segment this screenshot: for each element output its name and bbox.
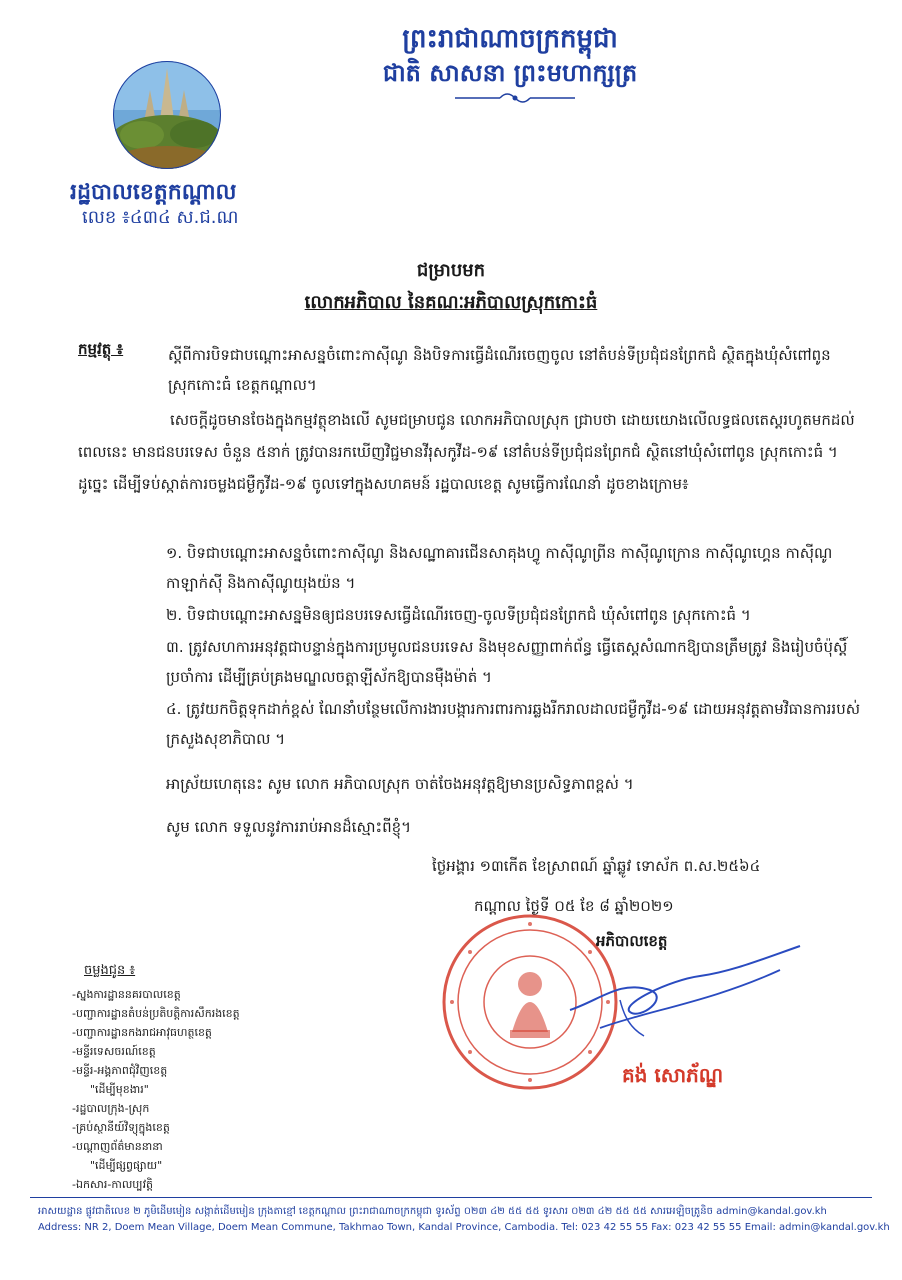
- list-item: "ដើម្បីផ្សព្វផ្សាយ": [90, 1159, 163, 1172]
- salutation-heading: ជម្រាបមក: [416, 260, 486, 281]
- handwritten-signature: [560, 940, 810, 1050]
- list-item: -គ្រប់ស្ថានីយ៍វិទ្យុក្នុងខេត្ត: [72, 1121, 170, 1134]
- kandal-province-logo: [112, 60, 222, 170]
- list-item: -បញ្ជាការដ្ឋានតំបន់ប្រតិបត្តិការសឹករងខេត្ត: [72, 1007, 240, 1020]
- subject-text: ស្ដីពីការបិទជាបណ្ដោះអាសន្នចំពោះកាស៊ីណូ និងបិទការធ្វើដំណើរចេញចូល នៅតំបន់ទីប្រជុំជនព្រែកជំ ស្ថិតក្នុងឃុំសំពៅពូន ស្រុកកោះធំ ខេត្តកណ្ដាល។: [168, 346, 831, 394]
- organization-name: រដ្ឋបាលខេត្តកណ្ដាល: [70, 180, 237, 205]
- kingdom-motto-line2: ជាតិ សាសនា ព្រះមហាក្សត្រ: [382, 59, 638, 87]
- list-item: -មន្ទីរទេសចរណ៍ខេត្ត: [72, 1045, 156, 1058]
- list-item: -ឯកសារ-កាលប្បវត្តិ: [72, 1178, 154, 1191]
- list-item: -មន្ទីរ-អង្គភាពជុំវិញខេត្ត: [72, 1064, 168, 1077]
- kingdom-motto-line1: ព្រះរាជាណាចក្រកម្ពុជា: [402, 24, 618, 54]
- lunar-date: ថ្ងៃអង្គារ ១៣កើត ខែស្រាពណ៍ ឆ្នាំឆ្លូវ ទោស័ក ព.ស.២៥៦៤: [432, 857, 761, 875]
- list-item: ៤. ត្រូវយកចិត្តទុកដាក់ខ្ពស់ ណែនាំបន្ថែមលើការងារបង្ការការពារការឆ្លងរីករាលដាលជម្ងឺកូវីដ-១៩ ដោយអនុវត្តតាមវិធានការរបស់ក្រសួងសុខាភិបាល ។: [166, 700, 860, 748]
- instruction-list: [166, 538, 866, 756]
- recipient-name: លោកអភិបាល នៃគណៈអភិបាលស្រុកកោះធំ: [304, 292, 598, 313]
- list-item: -បញ្ជាការដ្ឋានកងរាជអាវុធហត្ថខេត្ត: [72, 1026, 212, 1039]
- cc-heading: ចម្លងជូន ៖: [84, 963, 136, 978]
- closing-request: អាស្រ័យហេតុនេះ សូម លោក អភិបាលស្រុក ចាត់ចែងអនុវត្តឱ្យមានប្រសិទ្ធភាពខ្ពស់ ។: [166, 775, 634, 793]
- list-item: -រដ្ឋបាលក្រុង-ស្រុក: [72, 1102, 150, 1115]
- list-item: -ស្នងការដ្ឋាននគរបាលខេត្ត: [72, 988, 181, 1001]
- list-item: -បណ្ដាញព័ត៌មាននានា: [72, 1140, 163, 1153]
- ornament-divider-icon: [455, 90, 575, 106]
- list-item: ២. បិទជាបណ្ដោះអាសន្នមិនឲ្យជនបរទេសធ្វើដំណើរចេញ-ចូលទីប្រជុំជនព្រែកជំ ឃុំសំពៅពូន ស្រុកកោះធំ ។: [166, 606, 751, 624]
- solar-date: កណ្ដាល ថ្ងៃទី ០៥ ខែ ៨ ឆ្នាំ២០២១: [474, 897, 674, 915]
- body-paragraph: សេចក្ដីដូចមានចែងក្នុងកម្មវត្ថុខាងលើ សូមជម្រាបជូន លោកអភិបាលស្រុក ជ្រាបថា ដោយយោងលើលទ្ធផលតេស្តរហូតមកដល់ពេលនេះ មានជនបរទេស ចំនួន ៥នាក់ ត្រូវបានរកឃើញវិជ្ជមានវីរុសកូវីដ-១៩ នៅតំបន់ទីប្រជុំជនព្រែកជំ ស្ថិតនៅឃុំសំពៅពូន ស្រុកកោះធំ ។ ដូច្នេះ ដើម្បីទប់ស្កាត់ការចម្លងជម្ងឺកូវីដ-១៩ ចូលទៅក្នុងសហគមន៍ រដ្ឋបាលខេត្ត សូមធ្វើការណែនាំ ដូចខាងក្រោម៖: [78, 411, 855, 493]
- footer-address-khmer: អាសយដ្ឋាន ផ្លូវជាតិលេខ ២ ភូមិដើមមៀន សង្កាត់ដើមមៀន ក្រុងតាខ្មៅ ខេត្តកណ្ដាល ព្រះរាជាណាចក្រកម្ពុជា ទូរស័ព្ទ ០២៣ ៤២ ៥៥ ៥៥ ទូរសារ ០២៣ ៤២ ៥៥ ៥៥ សារអេឡិចត្រូនិច admin@kandal.gov.kh: [38, 1206, 827, 1217]
- signatory-title: អភិបាលខេត្ត: [596, 932, 668, 950]
- reference-number: លេខ ៖៤៣៤ ស.ជ.ណ: [82, 207, 239, 228]
- list-item: ៣. ត្រូវសហការអនុវត្តជាបន្ទាន់ក្នុងការប្រមូលជនបរទេស និងមុខសញ្ញាពាក់ព័ន្ធ ធ្វើតេស្តសំណាកឱ្យបានត្រឹមត្រូវ និងរៀបចំប៉ុស្តិ៍ប្រចាំការ ដើម្បីគ្រប់គ្រងមណ្ឌលចត្តាឡីស័កឱ្យបានម៉ឺងម៉ាត់ ។: [166, 638, 848, 686]
- footer-divider: [30, 1197, 872, 1198]
- footer-address-english: Address: NR 2, Doem Mean Village, Doem Mean Commune, Takhmao Town, Kandal Province, Cambodia. Tel: 023 42 55 55 Fax: 023 42 55 55 Email: admin@kandal.gov.kh: [38, 1222, 890, 1233]
- list-item: ១. បិទជាបណ្ដោះអាសន្នចំពោះកាស៊ីណូ និងសណ្ឋាគារជើនសាគុងហ្វូ កាស៊ីណូព្រីន កាស៊ីណូក្រោន កាស៊ីណូហ្គេន កាស៊ីណូកាឡាក់ស៊ី និងកាស៊ីណូយុងយ៉ន ។: [166, 544, 833, 592]
- cc-list: [72, 985, 240, 1194]
- closing-regards: សូម លោក ទទួលនូវការរាប់អានដ៏ស្មោះពីខ្ញុំ។: [166, 818, 412, 836]
- list-item: "ដើម្បីមុខងារ": [90, 1083, 149, 1096]
- signatory-name: គង់ សោភ័ណ្ឌ: [622, 1063, 724, 1087]
- subject-label: កម្មវត្ថុ ៖: [78, 340, 124, 358]
